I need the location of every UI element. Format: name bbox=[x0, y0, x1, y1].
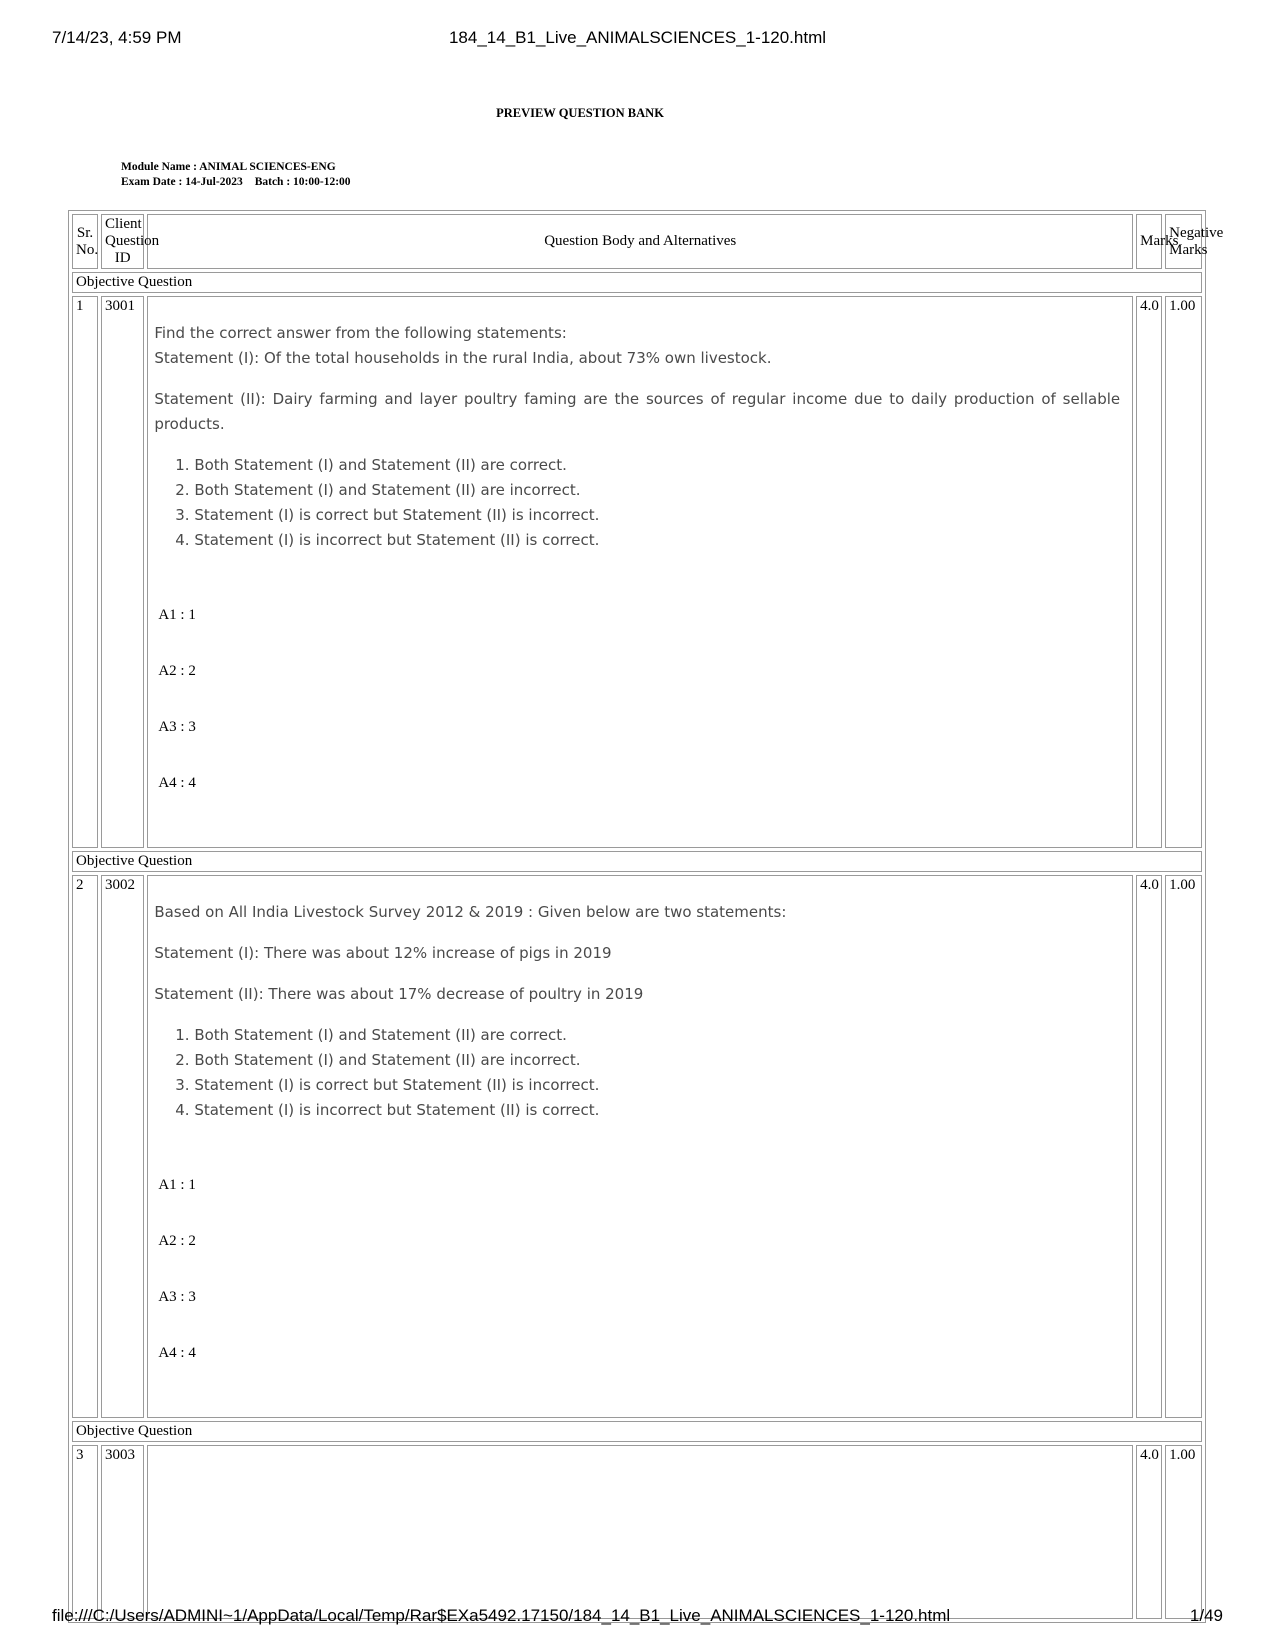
question-body-cell bbox=[147, 875, 1133, 1418]
print-page-number: 1/49 bbox=[1189, 1606, 1223, 1625]
option-item: 1. Both Statement (I) and Statement (II) are correct. bbox=[194, 1023, 1120, 1048]
sr-no-cell: 2 bbox=[72, 875, 98, 1418]
option-item: 4. Statement (I) is incorrect but Statement (II) is correct. bbox=[194, 528, 1120, 553]
exam-date: Exam Date : 14-Jul-2023 bbox=[121, 176, 243, 188]
header-question-body: Question Body and Alternatives bbox=[147, 214, 1133, 269]
section-label: Objective Question bbox=[72, 1421, 1202, 1442]
header-sr-no: Sr. No. bbox=[72, 214, 98, 269]
question-text bbox=[154, 321, 1120, 553]
answer-item: A4 : 4 bbox=[158, 1345, 196, 1361]
client-id-cell: 3001 bbox=[101, 296, 144, 848]
marks-cell: 4.0 bbox=[1136, 875, 1162, 1418]
answer-item: A3 : 3 bbox=[158, 1289, 196, 1305]
marks-cell: 4.0 bbox=[1136, 296, 1162, 848]
client-id-cell: 3003 bbox=[101, 1445, 144, 1619]
print-file-path: file:///C:/Users/ADMINI~1/AppData/Local/Temp/Rar$EXa5492.17150/184_14_B1_Live_ANIMALSCIENCES_1-120.html bbox=[52, 1606, 951, 1625]
marks-cell: 4.0 bbox=[1136, 1445, 1162, 1619]
exam-batch: Batch : 10:00-12:00 bbox=[254, 176, 351, 188]
option-list bbox=[154, 453, 1120, 553]
answer-list bbox=[154, 607, 1120, 831]
section-label: Objective Question bbox=[72, 851, 1202, 872]
question-line: Statement (II): Dairy farming and layer poultry faming are the sources of regular income due to daily production of sellable products. bbox=[154, 390, 1121, 433]
question-line: Based on All India Livestock Survey 2012 & 2019 : Given below are two statements: bbox=[154, 903, 787, 921]
table-row bbox=[72, 1445, 1202, 1619]
print-footer bbox=[0, 1606, 1275, 1630]
section-label: Objective Question bbox=[72, 272, 1202, 293]
question-line: Statement (I): Of the total households in the rural India, about 73% own livestock. bbox=[154, 349, 772, 367]
header-client-question-id: Client Question ID bbox=[101, 214, 144, 269]
table-header-row bbox=[72, 214, 1202, 269]
answer-list bbox=[154, 1177, 1120, 1401]
question-text bbox=[154, 900, 1120, 1123]
question-line: Statement (II): There was about 17% decrease of poultry in 2019 bbox=[154, 985, 644, 1003]
page-title: PREVIEW QUESTION BANK bbox=[496, 106, 664, 120]
negative-marks-cell: 1.00 bbox=[1165, 296, 1202, 848]
module-info bbox=[121, 160, 351, 190]
header-negative-marks: Negative Marks bbox=[1165, 214, 1202, 269]
question-body-cell bbox=[147, 296, 1133, 848]
option-item: 2. Both Statement (I) and Statement (II) are incorrect. bbox=[194, 1048, 1120, 1073]
answer-item: A2 : 2 bbox=[158, 663, 196, 679]
module-name: Module Name : ANIMAL SCIENCES-ENG bbox=[121, 161, 336, 173]
option-item: 2. Both Statement (I) and Statement (II) are incorrect. bbox=[194, 478, 1120, 503]
question-line: Statement (I): There was about 12% increase of pigs in 2019 bbox=[154, 944, 612, 962]
answer-item: A1 : 1 bbox=[158, 607, 196, 623]
option-item: 1. Both Statement (I) and Statement (II) are correct. bbox=[194, 453, 1120, 478]
option-item: 4. Statement (I) is incorrect but Statement (II) is correct. bbox=[194, 1098, 1120, 1123]
section-row bbox=[72, 1421, 1202, 1442]
print-datetime: 7/14/23, 4:59 PM bbox=[52, 28, 182, 47]
answer-item: A2 : 2 bbox=[158, 1233, 196, 1249]
print-header bbox=[0, 28, 1275, 52]
option-item: 3. Statement (I) is correct but Statement (II) is incorrect. bbox=[194, 1073, 1120, 1098]
negative-marks-cell: 1.00 bbox=[1165, 875, 1202, 1418]
table-row bbox=[72, 875, 1202, 1418]
option-item: 3. Statement (I) is correct but Statement (II) is incorrect. bbox=[194, 503, 1120, 528]
table-row bbox=[72, 296, 1202, 848]
question-line: Find the correct answer from the following statements: bbox=[154, 324, 567, 342]
section-row bbox=[72, 272, 1202, 293]
answer-item: A4 : 4 bbox=[158, 775, 196, 791]
sr-no-cell: 3 bbox=[72, 1445, 98, 1619]
answer-item: A3 : 3 bbox=[158, 719, 196, 735]
sr-no-cell: 1 bbox=[72, 296, 98, 848]
exam-schedule bbox=[121, 175, 351, 190]
header-marks: Marks bbox=[1136, 214, 1162, 269]
print-filename: 184_14_B1_Live_ANIMALSCIENCES_1-120.html bbox=[448, 28, 827, 47]
option-list bbox=[154, 1023, 1120, 1123]
question-body-cell bbox=[147, 1445, 1133, 1619]
negative-marks-cell: 1.00 bbox=[1165, 1445, 1202, 1619]
section-row bbox=[72, 851, 1202, 872]
answer-item: A1 : 1 bbox=[158, 1177, 196, 1193]
client-id-cell: 3002 bbox=[101, 875, 144, 1418]
